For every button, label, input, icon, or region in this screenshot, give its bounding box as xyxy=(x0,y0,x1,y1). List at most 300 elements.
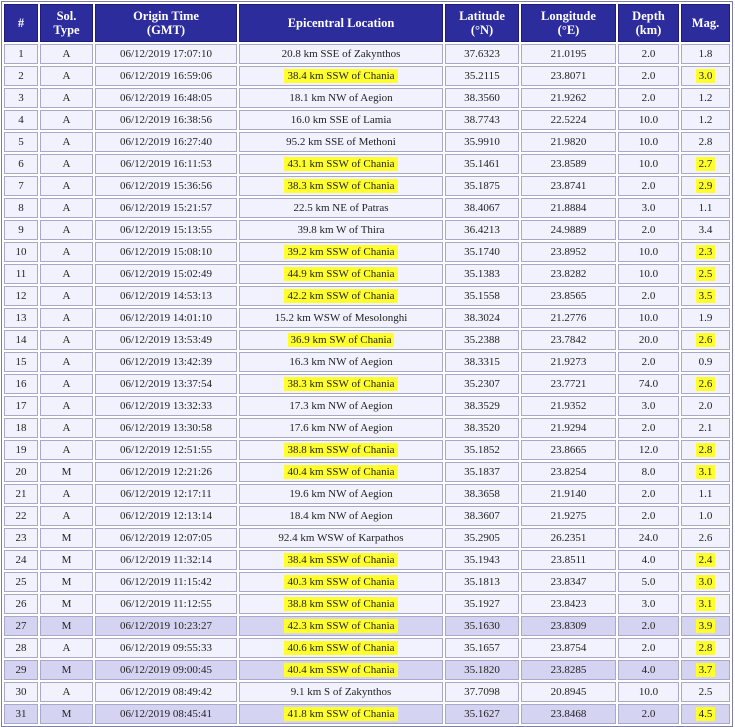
cell-longitude-text: 23.8665 xyxy=(550,444,587,456)
cell-epicentral-location xyxy=(239,44,443,64)
cell-epicentral-location-text: 9.1 km S of Zakynthos xyxy=(290,686,392,698)
cell-number-text: 23 xyxy=(15,532,27,544)
cell-number xyxy=(4,440,38,460)
cell-number xyxy=(4,132,38,152)
cell-epicentral-location xyxy=(239,616,443,636)
cell-origin-time-text: 06/12/2019 15:02:49 xyxy=(120,268,212,280)
cell-origin-time xyxy=(95,440,237,460)
cell-latitude-text: 35.1943 xyxy=(464,554,500,566)
cell-origin-time xyxy=(95,638,237,658)
cell-depth-text: 2.0 xyxy=(641,510,656,522)
cell-depth-text: 10.0 xyxy=(638,246,659,258)
cell-magnitude xyxy=(681,66,730,86)
cell-magnitude-text: 3.4 xyxy=(698,224,713,236)
cell-number-text: 1 xyxy=(18,48,24,60)
cell-sol-type-text: A xyxy=(62,246,71,258)
cell-depth xyxy=(618,374,679,394)
cell-latitude-text: 35.1461 xyxy=(464,158,500,170)
cell-sol-type xyxy=(40,374,93,394)
cell-depth-text: 2.0 xyxy=(641,92,656,104)
cell-depth-text: 2.0 xyxy=(641,224,656,236)
table-row xyxy=(4,418,730,438)
table-row xyxy=(4,352,730,372)
cell-origin-time xyxy=(95,66,237,86)
cell-depth xyxy=(618,528,679,548)
cell-epicentral-location-text: 17.6 km NW of Aegion xyxy=(289,422,393,434)
table-row xyxy=(4,396,730,416)
cell-sol-type-text: A xyxy=(62,312,71,324)
cell-depth-text: 2.0 xyxy=(641,642,656,654)
cell-longitude-text: 23.8285 xyxy=(550,664,587,676)
cell-sol-type-text: A xyxy=(62,488,71,500)
cell-magnitude xyxy=(681,594,730,614)
cell-number xyxy=(4,418,38,438)
cell-sol-type-text: A xyxy=(62,158,71,170)
cell-number xyxy=(4,110,38,130)
cell-depth xyxy=(618,638,679,658)
cell-magnitude xyxy=(681,506,730,526)
cell-longitude xyxy=(521,440,616,460)
cell-number xyxy=(4,572,38,592)
cell-origin-time xyxy=(95,528,237,548)
cell-longitude xyxy=(521,330,616,350)
cell-epicentral-location-text: 38.3 km SSW of Chania xyxy=(284,377,397,391)
cell-depth-text: 2.0 xyxy=(641,70,656,82)
cell-origin-time xyxy=(95,154,237,174)
cell-longitude-text: 21.9140 xyxy=(550,488,587,500)
cell-latitude xyxy=(445,242,519,262)
cell-longitude-text: 21.8884 xyxy=(550,202,587,214)
cell-longitude xyxy=(521,352,616,372)
cell-longitude xyxy=(521,660,616,680)
cell-origin-time-text: 06/12/2019 13:37:54 xyxy=(120,378,212,390)
cell-sol-type-text: A xyxy=(62,510,71,522)
cell-epicentral-location-text: 43.1 km SSW of Chania xyxy=(284,157,397,171)
cell-epicentral-location-text: 38.4 km SSW of Chania xyxy=(284,69,397,83)
cell-magnitude-text: 3.9 xyxy=(696,619,716,633)
cell-epicentral-location-text: 16.0 km SSE of Lamia xyxy=(290,114,392,126)
cell-magnitude xyxy=(681,308,730,328)
cell-latitude xyxy=(445,484,519,504)
cell-epicentral-location xyxy=(239,66,443,86)
cell-latitude-text: 38.3315 xyxy=(464,356,500,368)
cell-sol-type xyxy=(40,154,93,174)
cell-latitude xyxy=(445,330,519,350)
cell-latitude xyxy=(445,154,519,174)
cell-magnitude-text: 2.5 xyxy=(696,267,716,281)
cell-epicentral-location xyxy=(239,220,443,240)
cell-magnitude xyxy=(681,704,730,724)
cell-epicentral-location xyxy=(239,594,443,614)
cell-depth-text: 2.0 xyxy=(641,356,656,368)
cell-number-text: 16 xyxy=(15,378,27,390)
cell-number-text: 24 xyxy=(15,554,27,566)
cell-number-text: 18 xyxy=(15,422,27,434)
cell-number-text: 4 xyxy=(18,114,24,126)
cell-depth-text: 10.0 xyxy=(638,686,659,698)
cell-sol-type-text: A xyxy=(62,356,71,368)
cell-number-text: 10 xyxy=(15,246,27,258)
cell-latitude-text: 35.1875 xyxy=(464,180,500,192)
cell-magnitude xyxy=(681,154,730,174)
cell-sol-type-text: A xyxy=(62,224,71,236)
table-body xyxy=(4,44,730,724)
cell-magnitude xyxy=(681,352,730,372)
cell-number-text: 15 xyxy=(15,356,27,368)
cell-epicentral-location-text: 18.4 km NW of Aegion xyxy=(289,510,393,522)
cell-sol-type xyxy=(40,308,93,328)
cell-magnitude-text: 2.8 xyxy=(696,641,716,655)
table-row xyxy=(4,374,730,394)
cell-sol-type-text: A xyxy=(62,642,71,654)
cell-magnitude-text: 2.3 xyxy=(696,245,716,259)
cell-magnitude-text: 1.2 xyxy=(698,114,713,126)
cell-epicentral-location xyxy=(239,682,443,702)
cell-depth-text: 3.0 xyxy=(641,598,656,610)
table-row xyxy=(4,110,730,130)
cell-latitude-text: 38.3024 xyxy=(464,312,500,324)
cell-latitude-text: 38.3529 xyxy=(464,400,500,412)
cell-depth-text: 4.0 xyxy=(641,664,656,676)
cell-longitude xyxy=(521,286,616,306)
cell-magnitude xyxy=(681,638,730,658)
cell-epicentral-location-text: 38.4 km SSW of Chania xyxy=(284,553,397,567)
cell-longitude-text: 21.9294 xyxy=(550,422,587,434)
cell-sol-type xyxy=(40,330,93,350)
cell-depth-text: 24.0 xyxy=(638,532,659,544)
cell-depth xyxy=(618,616,679,636)
cell-origin-time-text: 06/12/2019 13:30:58 xyxy=(120,422,212,434)
cell-magnitude-text: 2.9 xyxy=(696,179,716,193)
cell-origin-time xyxy=(95,484,237,504)
cell-sol-type xyxy=(40,396,93,416)
cell-magnitude xyxy=(681,682,730,702)
cell-depth-text: 2.0 xyxy=(641,180,656,192)
cell-sol-type-text: M xyxy=(61,620,72,632)
cell-latitude-text: 35.1820 xyxy=(464,664,500,676)
cell-number-text: 17 xyxy=(15,400,27,412)
cell-epicentral-location-text: 95.2 km SSE of Methoni xyxy=(286,136,396,148)
cell-origin-time xyxy=(95,198,237,218)
cell-latitude-text: 35.1657 xyxy=(464,642,500,654)
cell-epicentral-location-text: 39.8 km W of Thira xyxy=(297,224,385,236)
cell-epicentral-location xyxy=(239,440,443,460)
cell-depth-text: 2.0 xyxy=(641,48,656,60)
cell-magnitude xyxy=(681,220,730,240)
cell-origin-time xyxy=(95,506,237,526)
cell-origin-time xyxy=(95,660,237,680)
cell-magnitude-text: 2.6 xyxy=(696,377,716,391)
cell-sol-type xyxy=(40,352,93,372)
cell-epicentral-location xyxy=(239,572,443,592)
cell-sol-type xyxy=(40,682,93,702)
cell-number xyxy=(4,638,38,658)
cell-depth-text: 3.0 xyxy=(641,400,656,412)
cell-number xyxy=(4,528,38,548)
cell-longitude xyxy=(521,176,616,196)
cell-origin-time-text: 06/12/2019 15:21:57 xyxy=(120,202,212,214)
cell-latitude-text: 35.1558 xyxy=(464,290,500,302)
cell-sol-type-text: A xyxy=(62,48,71,60)
cell-number-text: 25 xyxy=(15,576,27,588)
cell-depth-text: 2.0 xyxy=(641,620,656,632)
cell-depth xyxy=(618,308,679,328)
cell-depth-text: 4.0 xyxy=(641,554,656,566)
cell-latitude-text: 35.1627 xyxy=(464,708,500,720)
cell-magnitude-text: 1.1 xyxy=(698,202,713,214)
cell-epicentral-location xyxy=(239,462,443,482)
cell-longitude-text: 21.9262 xyxy=(550,92,587,104)
cell-number xyxy=(4,704,38,724)
cell-origin-time xyxy=(95,132,237,152)
cell-longitude-text: 23.8741 xyxy=(550,180,587,192)
cell-number-text: 19 xyxy=(15,444,27,456)
cell-magnitude-text: 3.1 xyxy=(696,465,716,479)
cell-depth-text: 2.0 xyxy=(641,708,656,720)
cell-number-text: 21 xyxy=(15,488,27,500)
cell-longitude-text: 23.8254 xyxy=(550,466,587,478)
cell-origin-time xyxy=(95,176,237,196)
table-row xyxy=(4,330,730,350)
cell-depth-text: 74.0 xyxy=(638,378,659,390)
cell-depth-text: 12.0 xyxy=(638,444,659,456)
cell-latitude xyxy=(445,44,519,64)
cell-number xyxy=(4,308,38,328)
cell-number-text: 7 xyxy=(18,180,24,192)
col-header-latitude: Latitude (°N) xyxy=(445,4,519,42)
cell-origin-time xyxy=(95,88,237,108)
cell-origin-time-text: 06/12/2019 12:21:26 xyxy=(120,466,212,478)
cell-number xyxy=(4,462,38,482)
cell-sol-type-text: A xyxy=(62,136,71,148)
cell-sol-type xyxy=(40,506,93,526)
cell-number xyxy=(4,88,38,108)
cell-latitude-text: 38.3658 xyxy=(464,488,500,500)
cell-number xyxy=(4,616,38,636)
cell-origin-time-text: 06/12/2019 10:23:27 xyxy=(120,620,212,632)
cell-sol-type xyxy=(40,286,93,306)
table-row xyxy=(4,198,730,218)
cell-longitude-text: 21.9352 xyxy=(550,400,587,412)
cell-sol-type xyxy=(40,198,93,218)
cell-longitude-text: 26.2351 xyxy=(550,532,587,544)
cell-origin-time xyxy=(95,242,237,262)
table-row xyxy=(4,154,730,174)
cell-epicentral-location-text: 40.4 km SSW of Chania xyxy=(284,663,397,677)
cell-epicentral-location-text: 38.8 km SSW of Chania xyxy=(284,597,397,611)
cell-longitude xyxy=(521,528,616,548)
cell-longitude xyxy=(521,506,616,526)
cell-sol-type-text: M xyxy=(61,576,72,588)
cell-depth-text: 3.0 xyxy=(641,202,656,214)
table-row xyxy=(4,616,730,636)
table-row xyxy=(4,506,730,526)
cell-magnitude-text: 1.9 xyxy=(698,312,713,324)
col-header-epicentral-location: Epicentral Location xyxy=(239,4,443,42)
cell-sol-type xyxy=(40,264,93,284)
cell-sol-type xyxy=(40,44,93,64)
table-row xyxy=(4,682,730,702)
cell-depth xyxy=(618,66,679,86)
cell-latitude-text: 37.6323 xyxy=(464,48,500,60)
cell-origin-time xyxy=(95,308,237,328)
cell-epicentral-location xyxy=(239,264,443,284)
cell-latitude xyxy=(445,110,519,130)
cell-magnitude xyxy=(681,374,730,394)
cell-origin-time-text: 06/12/2019 16:48:05 xyxy=(120,92,212,104)
cell-longitude-text: 21.9820 xyxy=(550,136,587,148)
cell-origin-time xyxy=(95,330,237,350)
cell-origin-time-text: 06/12/2019 12:13:14 xyxy=(120,510,212,522)
cell-depth xyxy=(618,198,679,218)
cell-latitude-text: 35.9910 xyxy=(464,136,500,148)
cell-sol-type-text: A xyxy=(62,114,71,126)
cell-latitude-text: 35.1813 xyxy=(464,576,500,588)
cell-magnitude-text: 2.0 xyxy=(698,400,713,412)
cell-latitude xyxy=(445,462,519,482)
cell-number xyxy=(4,286,38,306)
cell-longitude xyxy=(521,132,616,152)
col-header-magnitude: Mag. xyxy=(681,4,730,42)
cell-epicentral-location xyxy=(239,110,443,130)
cell-sol-type xyxy=(40,638,93,658)
cell-depth-text: 10.0 xyxy=(638,158,659,170)
cell-sol-type xyxy=(40,660,93,680)
cell-magnitude-text: 1.8 xyxy=(698,48,713,60)
cell-latitude-text: 35.1630 xyxy=(464,620,500,632)
cell-latitude xyxy=(445,396,519,416)
cell-epicentral-location xyxy=(239,88,443,108)
cell-longitude xyxy=(521,594,616,614)
cell-longitude xyxy=(521,198,616,218)
cell-magnitude-text: 1.2 xyxy=(698,92,713,104)
cell-epicentral-location xyxy=(239,330,443,350)
cell-epicentral-location xyxy=(239,418,443,438)
cell-number xyxy=(4,242,38,262)
cell-magnitude xyxy=(681,462,730,482)
cell-epicentral-location-text: 44.9 km SSW of Chania xyxy=(284,267,397,281)
cell-depth-text: 10.0 xyxy=(638,312,659,324)
cell-longitude xyxy=(521,66,616,86)
cell-latitude xyxy=(445,176,519,196)
cell-longitude xyxy=(521,418,616,438)
cell-epicentral-location-text: 17.3 km NW of Aegion xyxy=(289,400,393,412)
cell-longitude-text: 22.5224 xyxy=(550,114,587,126)
cell-depth-text: 8.0 xyxy=(641,466,656,478)
cell-origin-time-text: 06/12/2019 12:17:11 xyxy=(120,488,212,500)
cell-epicentral-location-text: 22.5 km NE of Patras xyxy=(293,202,389,214)
cell-number-text: 29 xyxy=(15,664,27,676)
cell-longitude xyxy=(521,154,616,174)
cell-sol-type-text: A xyxy=(62,70,71,82)
cell-longitude xyxy=(521,682,616,702)
cell-latitude xyxy=(445,638,519,658)
cell-longitude-text: 23.8511 xyxy=(550,554,587,566)
cell-origin-time-text: 06/12/2019 16:59:06 xyxy=(120,70,212,82)
cell-latitude xyxy=(445,440,519,460)
cell-depth xyxy=(618,330,679,350)
cell-longitude-text: 23.8952 xyxy=(550,246,587,258)
cell-magnitude xyxy=(681,484,730,504)
cell-origin-time-text: 06/12/2019 15:08:10 xyxy=(120,246,212,258)
cell-sol-type xyxy=(40,66,93,86)
cell-longitude-text: 20.8945 xyxy=(550,686,587,698)
cell-number xyxy=(4,660,38,680)
cell-depth-text: 20.0 xyxy=(638,334,659,346)
cell-longitude-text: 21.9273 xyxy=(550,356,587,368)
cell-magnitude-text: 4.5 xyxy=(696,707,716,721)
cell-epicentral-location xyxy=(239,550,443,570)
cell-longitude xyxy=(521,704,616,724)
cell-magnitude xyxy=(681,616,730,636)
cell-sol-type-text: A xyxy=(62,444,71,456)
cell-sol-type-text: M xyxy=(61,664,72,676)
cell-magnitude-text: 1.1 xyxy=(698,488,713,500)
cell-sol-type xyxy=(40,594,93,614)
cell-number-text: 3 xyxy=(18,92,24,104)
cell-longitude xyxy=(521,616,616,636)
cell-number xyxy=(4,506,38,526)
cell-sol-type xyxy=(40,418,93,438)
cell-number-text: 11 xyxy=(15,268,27,280)
cell-latitude xyxy=(445,88,519,108)
cell-longitude-text: 23.8754 xyxy=(550,642,587,654)
table-row xyxy=(4,528,730,548)
cell-epicentral-location xyxy=(239,198,443,218)
cell-magnitude xyxy=(681,550,730,570)
cell-depth xyxy=(618,440,679,460)
cell-latitude xyxy=(445,198,519,218)
cell-magnitude xyxy=(681,264,730,284)
cell-origin-time xyxy=(95,594,237,614)
cell-magnitude xyxy=(681,44,730,64)
cell-latitude-text: 35.1927 xyxy=(464,598,500,610)
cell-number-text: 27 xyxy=(15,620,27,632)
table-row xyxy=(4,66,730,86)
cell-depth xyxy=(618,462,679,482)
cell-latitude xyxy=(445,572,519,592)
cell-longitude-text: 23.8282 xyxy=(550,268,587,280)
cell-epicentral-location xyxy=(239,506,443,526)
cell-depth xyxy=(618,484,679,504)
table-row xyxy=(4,462,730,482)
cell-number xyxy=(4,44,38,64)
cell-longitude-text: 23.8347 xyxy=(550,576,587,588)
cell-sol-type xyxy=(40,528,93,548)
cell-origin-time xyxy=(95,550,237,570)
cell-number xyxy=(4,396,38,416)
cell-longitude-text: 21.9275 xyxy=(550,510,587,522)
cell-number-text: 26 xyxy=(15,598,27,610)
cell-latitude-text: 35.1852 xyxy=(464,444,500,456)
cell-magnitude xyxy=(681,660,730,680)
cell-sol-type xyxy=(40,132,93,152)
cell-number-text: 13 xyxy=(15,312,27,324)
cell-number xyxy=(4,264,38,284)
cell-magnitude xyxy=(681,528,730,548)
cell-origin-time-text: 06/12/2019 11:12:55 xyxy=(120,598,212,610)
cell-longitude xyxy=(521,374,616,394)
cell-longitude xyxy=(521,550,616,570)
cell-epicentral-location-text: 15.2 km WSW of Mesolonghi xyxy=(274,312,408,324)
cell-epicentral-location xyxy=(239,638,443,658)
cell-longitude xyxy=(521,264,616,284)
cell-magnitude-text: 2.6 xyxy=(698,532,713,544)
cell-epicentral-location-text: 42.2 km SSW of Chania xyxy=(284,289,397,303)
cell-longitude-text: 21.0195 xyxy=(550,48,587,60)
cell-origin-time-text: 06/12/2019 13:42:39 xyxy=(120,356,212,368)
cell-depth xyxy=(618,660,679,680)
